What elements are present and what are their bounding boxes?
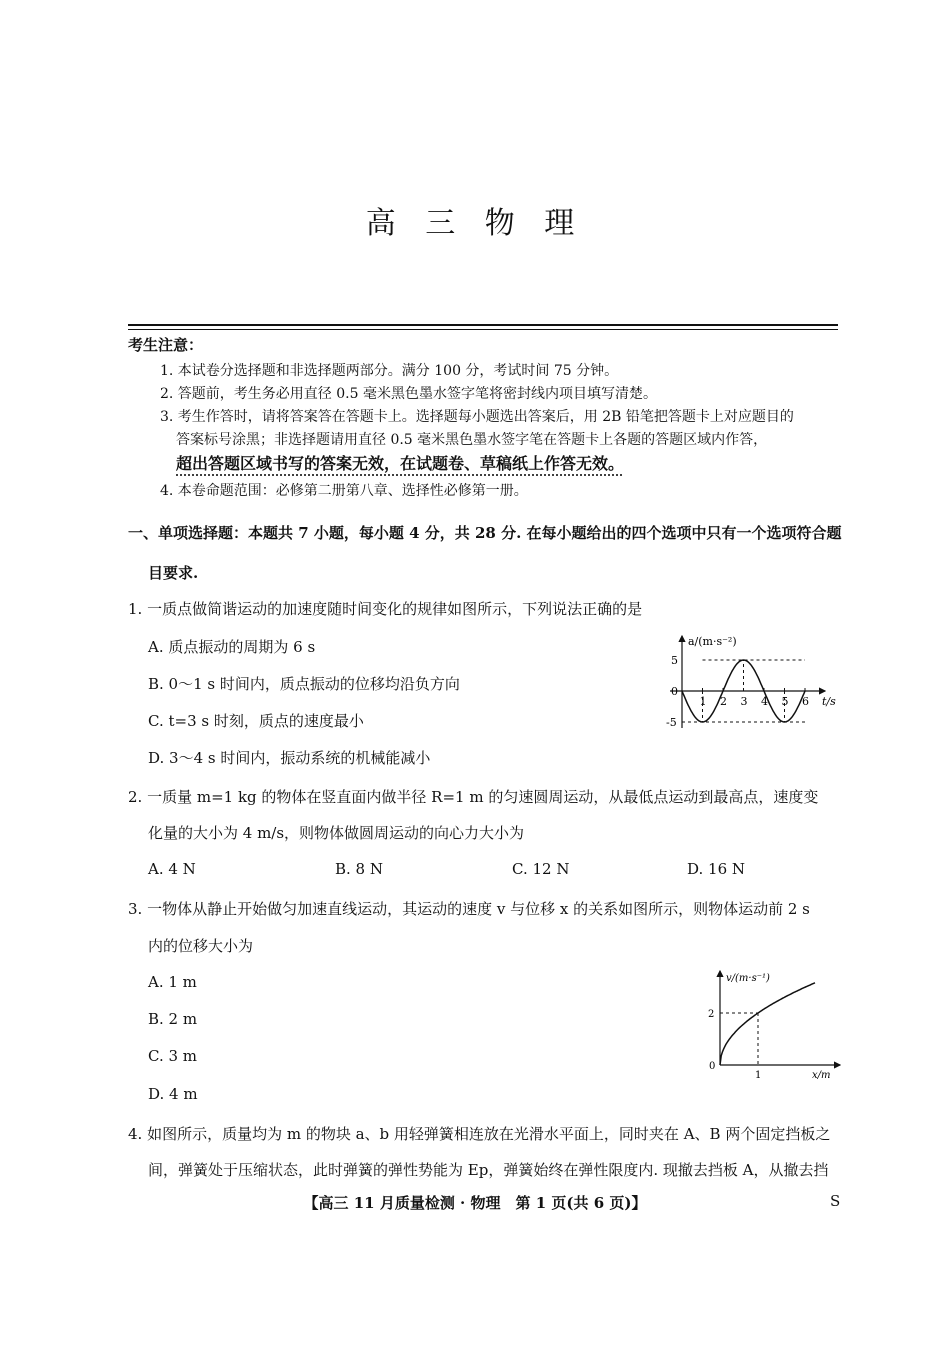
y-axis-label: v/(m·s⁻¹) — [726, 973, 770, 984]
question-3-option-c: C. 3 m — [148, 1047, 198, 1065]
y-tick-label: 0 — [671, 685, 678, 698]
question-2-stem-cont: 化量的大小为 4 m/s，则物体做圆周运动的向心力大小为 — [148, 824, 525, 842]
footer-code: S — [830, 1192, 841, 1210]
question-2-option-d: D. 16 N — [687, 860, 746, 878]
question-2-option-b: B. 8 N — [335, 860, 383, 878]
x-tick-label: 5 — [781, 695, 789, 708]
velocity-displacement-graph — [700, 965, 845, 1080]
notice-item: 2. 答题前，考生务必用直径 0.5 毫米黑色墨水签字笔将密封线内项目填写清楚。 — [160, 386, 657, 402]
y-tick-label: 5 — [671, 654, 678, 667]
question-3-stem-cont: 内的位移大小为 — [148, 937, 254, 955]
notice-item: 答案标号涂黑；非选择题请用直径 0.5 毫米黑色墨水签字笔在答题卡上各题的答题区域内作答， — [176, 432, 768, 448]
x-tick-label: 2 — [720, 695, 727, 708]
x-tick-label: 1 — [755, 1070, 762, 1080]
section-heading-cont: 目要求. — [148, 564, 199, 582]
question-4-stem: 4. 如图所示，质量均为 m 的物块 a、b 用轻弹簧相连放在光滑水平面上，同时夹在 A、B 两个固定挡板之 — [128, 1125, 831, 1143]
header-rule-thick — [128, 324, 838, 326]
question-3-option-d: D. 4 m — [148, 1085, 198, 1103]
velocity-curve — [720, 983, 815, 1065]
x-tick-label: 6 — [802, 695, 809, 708]
header-rule-thin — [128, 329, 838, 330]
question-3-option-b: B. 2 m — [148, 1010, 198, 1028]
question-1-option-b: B. 0～1 s 时间内，质点振动的位移均沿负方向 — [148, 675, 460, 693]
acceleration-time-graph — [660, 628, 850, 738]
question-3-stem: 3. 一物体从静止开始做匀加速直线运动，其运动的速度 v 与位移 x 的关系如图所示，则物体运动前 2 s — [128, 900, 810, 918]
page-footer: 【高三 11 月质量检测 · 物理 第 1 页(共 6 页)】 — [303, 1194, 647, 1212]
x-tick-label: 4 — [761, 695, 768, 708]
question-3-option-a: A. 1 m — [148, 973, 197, 991]
question-4-stem-cont: 间，弹簧处于压缩状态，此时弹簧的弹性势能为 Ep，弹簧始终在弹性限度内. 现撤去挡板 A，从撤去挡 — [148, 1161, 829, 1179]
y-tick-label: -5 — [666, 716, 677, 729]
question-1-option-d: D. 3～4 s 时间内，振动系统的机械能减小 — [148, 749, 431, 767]
question-1-option-c: C. t=3 s 时刻，质点的速度最小 — [148, 712, 364, 730]
notice-heading: 考生注意： — [128, 336, 204, 354]
x-tick-label: 1 — [699, 695, 707, 708]
y-tick-label: 2 — [708, 1009, 715, 1020]
notice-item: 4. 本卷命题范围：必修第二册第八章、选择性必修第一册。 — [160, 483, 528, 499]
question-1-option-a: A. 质点振动的周期为 6 s — [148, 638, 316, 656]
origin-label: 0 — [709, 1061, 716, 1072]
question-2-option-c: C. 12 N — [512, 860, 570, 878]
notice-item: 3. 考生作答时，请将答案答在答题卡上。选择题每小题选出答案后，用 2B 铅笔把答题卡上对应题目的 — [160, 409, 794, 425]
page-title: 高 三 物 理 — [365, 206, 585, 241]
question-2-stem: 2. 一质量 m=1 kg 的物体在竖直面内做半径 R=1 m 的匀速圆周运动，从最低点运动到最高点，速度变 — [128, 788, 819, 806]
question-2-option-a: A. 4 N — [148, 860, 196, 878]
x-axis-label: x/m — [812, 1070, 831, 1080]
notice-item: 1. 本试卷分选择题和非选择题两部分。满分 100 分，考试时间 75 分钟。 — [160, 363, 619, 379]
y-axis-label: a/(m·s⁻²) — [688, 635, 737, 648]
question-1-stem: 1. 一质点做简谐运动的加速度随时间变化的规律如图所示，下列说法正确的是 — [128, 600, 643, 618]
section-heading: 一、单项选择题：本题共 7 小题，每小题 4 分，共 28 分. 在每小题给出的四个选项中只有一个选项符合题 — [128, 524, 842, 542]
x-axis-label: t/s — [822, 695, 836, 708]
x-tick-label: 3 — [740, 695, 748, 708]
notice-emphasis: 超出答题区域书写的答案无效，在试题卷、草稿纸上作答无效。 — [176, 454, 625, 473]
